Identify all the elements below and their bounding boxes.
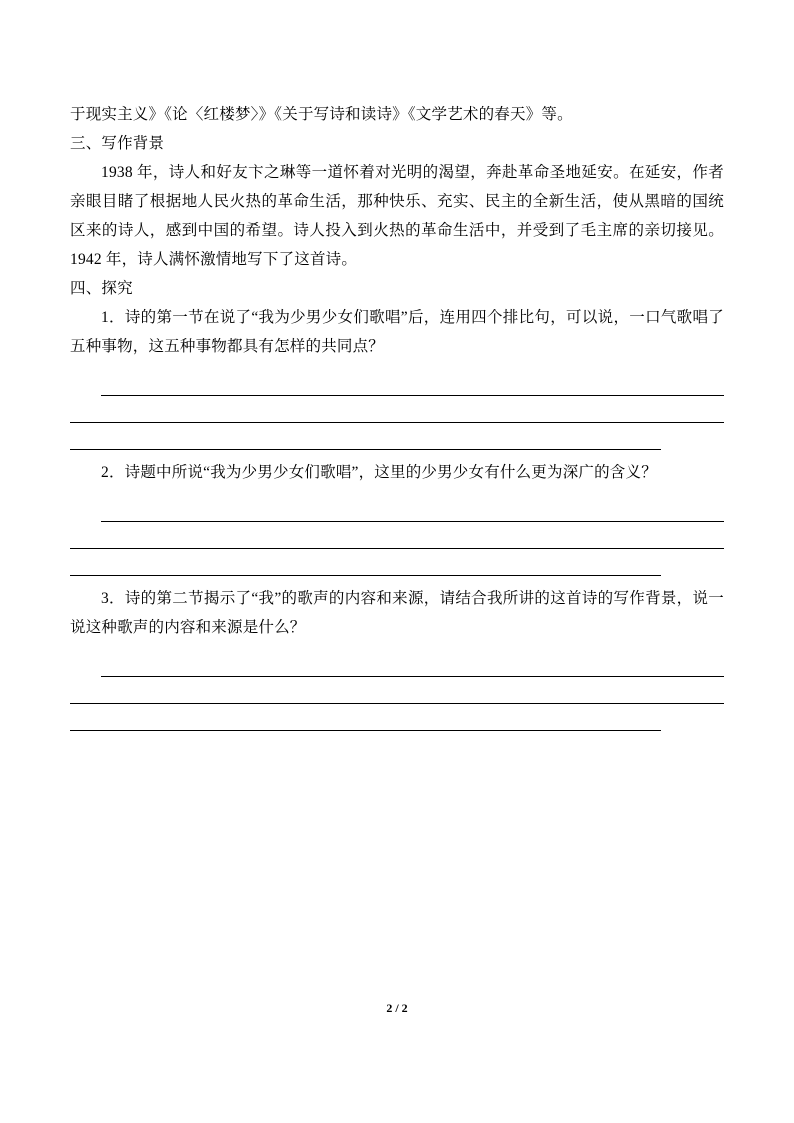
question-3: 3．诗的第二节揭示了“我”的歌声的内容和来源，请结合我所讲的这首诗的写作背景，说一说这种歌声的内容和来源是什么？ bbox=[70, 590, 724, 636]
question-1: 1．诗的第一节在说了“我为少男少女们歌唱”后，连用四个排比句，可以说，一口气歌唱了五种事物，这五种事物都具有怎样的共同点？ bbox=[70, 309, 724, 355]
page-number: 2 / 2 bbox=[386, 1001, 408, 1015]
answer-line bbox=[70, 396, 724, 423]
answer-block-2 bbox=[70, 495, 724, 576]
intro-continuation-line: 于现实主义》《论〈红楼梦〉》《关于写诗和读诗》《文学艺术的春天》等。 bbox=[70, 106, 573, 123]
answer-line bbox=[101, 495, 724, 522]
answer-line bbox=[70, 549, 661, 576]
answer-line bbox=[70, 423, 661, 450]
answer-line bbox=[70, 677, 724, 704]
section-heading-explore: 四、探究 bbox=[70, 280, 133, 297]
answer-line bbox=[70, 522, 724, 549]
question-2: 2．诗题中所说“我为少男少女们歌唱”，这里的少男少女有什么更为深广的含义？ bbox=[101, 464, 657, 481]
answer-line bbox=[101, 650, 724, 677]
answer-line bbox=[70, 704, 661, 731]
answer-line bbox=[101, 369, 724, 396]
answer-block-1 bbox=[70, 369, 724, 450]
section-heading-writing-background: 三、写作背景 bbox=[70, 135, 165, 152]
page-footer bbox=[0, 1000, 794, 1016]
answer-block-3 bbox=[70, 650, 724, 731]
writing-background-paragraph: 1938 年，诗人和好友卞之琳等一道怀着对光明的渴望，奔赴革命圣地延安。在延安，作者亲眼目睹了根据地人民火热的革命生活，那种快乐、充实、民主的全新生活，使从黑暗的国统区来的诗人，感到中国的希望。诗人投入到火热的革命生活中，并受到了毛主席的亲切接见。1942 年，诗人满怀激情地写下了这首诗。 bbox=[70, 164, 724, 268]
